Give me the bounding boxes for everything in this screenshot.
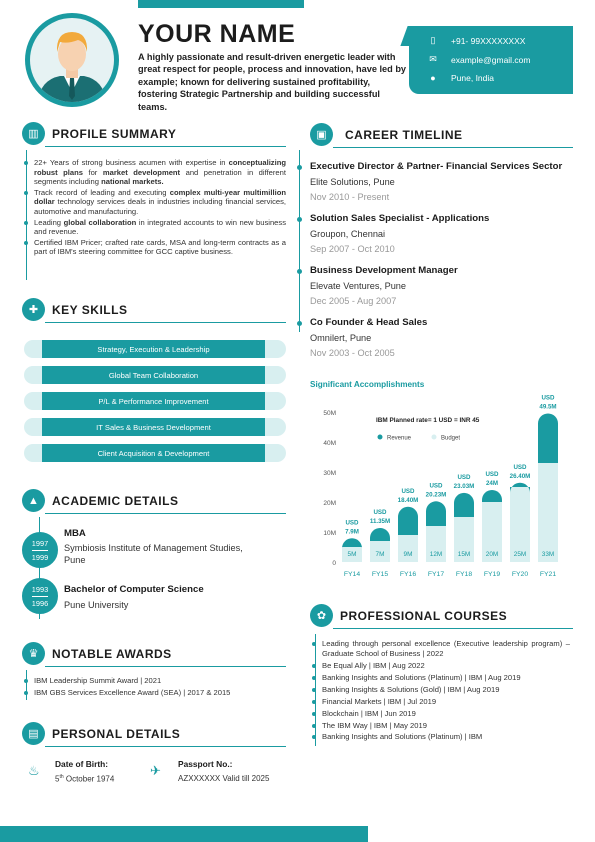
degree-school: Pune University — [64, 600, 129, 610]
profile-summary-heading — [22, 122, 176, 145]
revenue-value-label: 18.40M — [397, 496, 419, 504]
y-tick-label: 10M — [323, 530, 336, 537]
passport-value: AZXXXXXX Valid till 2025 — [178, 774, 270, 783]
section-title: PERSONAL DETAILS — [52, 726, 181, 741]
academic-heading — [22, 489, 178, 512]
divider — [45, 513, 286, 514]
dob-value — [55, 774, 114, 784]
revenue-value-label: 49.5M — [539, 403, 557, 411]
divider — [333, 147, 573, 148]
skill-label: Client Acquisition & Development — [42, 444, 265, 462]
revenue-value-label: 26.40M — [509, 472, 531, 480]
chart-note: IBM Planned rate= 1 USD = INR 45 — [376, 417, 480, 424]
year-from: 1993 — [31, 584, 49, 594]
award-item: IBM Leadership Summit Award | 2021 — [22, 676, 286, 686]
legend-budget-swatch — [432, 435, 437, 440]
profile-summary-list — [22, 158, 286, 258]
skill-label: Strategy, Execution & Leadership — [42, 340, 265, 358]
job-title: Business Development Manager — [310, 265, 458, 276]
revenue-value-label: 7.9M — [345, 528, 359, 536]
dob-label: Date of Birth: — [55, 759, 109, 769]
year-to: 1999 — [31, 552, 49, 562]
x-tick-label: FY15 — [371, 571, 389, 578]
x-tick-label: FY16 — [399, 571, 417, 578]
y-tick-label: 20M — [323, 500, 336, 507]
location-icon: ● — [430, 73, 436, 83]
divider — [45, 322, 286, 323]
dob-suffix: th — [59, 774, 64, 780]
section-title: ACADEMIC DETAILS — [52, 493, 179, 508]
revenue-value-label: 24M — [485, 480, 499, 487]
chart-icon: ▥ — [22, 122, 45, 145]
divider — [45, 666, 286, 667]
budget-value-label: 33M — [541, 551, 555, 558]
top-accent-bar — [138, 0, 304, 8]
email-text: example@gmail.com — [451, 54, 531, 65]
budget-value-label: 12M — [429, 551, 443, 558]
skill-label: P/L & Performance Improvement — [42, 392, 265, 410]
y-tick-label: 0 — [332, 560, 336, 567]
person-icon — [30, 18, 114, 102]
location-text: Pune, India — [451, 73, 495, 83]
degree-school: Symbiosis Institute of Management Studies, Pune — [64, 543, 243, 565]
degree-years — [22, 532, 58, 568]
briefcase-icon: ▣ — [310, 123, 333, 146]
course-item: Blockchain | IBM | Jun 2019 — [310, 709, 570, 719]
revenue-bar — [342, 538, 362, 548]
timeline-line — [299, 150, 300, 332]
degree-title: Bachelor of Computer Science — [64, 584, 204, 595]
section-title: CAREER TIMELINE — [345, 127, 463, 142]
job-title: Co Founder & Head Sales — [310, 317, 428, 328]
x-tick-label: FY17 — [427, 571, 445, 578]
course-item: Be Equal Ally | IBM | Aug 2022 — [310, 661, 570, 671]
contact-email[interactable] — [427, 54, 531, 65]
awards-heading — [22, 642, 172, 665]
job-dates: Dec 2005 - Aug 2007 — [310, 296, 397, 306]
year-to: 1996 — [31, 598, 49, 608]
course-item: Financial Markets | IBM | Jul 2019 — [310, 697, 570, 707]
timeline-dot — [297, 217, 302, 222]
year-from: 1997 — [31, 538, 49, 548]
network-icon: ✿ — [310, 604, 333, 627]
revenue-value-label-unit: USD — [541, 394, 555, 402]
divider — [45, 746, 286, 747]
skill-pill — [24, 418, 286, 436]
y-tick-label: 50M — [323, 410, 336, 417]
passport-label: Passport No.: — [178, 759, 233, 769]
contact-phone[interactable] — [427, 35, 525, 46]
x-tick-label: FY19 — [483, 571, 501, 578]
id-card-icon: ▤ — [22, 722, 45, 745]
tools-icon: ✚ — [22, 298, 45, 321]
skill-pill — [24, 340, 286, 358]
legend-revenue-swatch — [378, 435, 383, 440]
chart-title: Significant Accomplishments — [310, 380, 425, 389]
x-tick-label: FY14 — [343, 571, 361, 578]
revenue-value-label-unit: USD — [345, 519, 359, 527]
full-name: YOUR NAME — [138, 20, 296, 48]
job-company: Groupon, Chennai — [310, 229, 386, 239]
y-tick-label: 30M — [323, 470, 336, 477]
job-dates: Sep 2007 - Oct 2010 — [310, 244, 395, 254]
airplane-icon: ✈ — [150, 763, 161, 778]
dob-day: 5 — [55, 774, 60, 784]
skill-pill — [24, 366, 286, 384]
job-company: Elevate Ventures, Pune — [310, 281, 407, 291]
budget-value-label: 7M — [375, 551, 385, 558]
degree-title: MBA — [64, 528, 86, 539]
revenue-value-label-unit: USD — [373, 508, 387, 516]
legend-revenue-label: Revenue — [387, 435, 412, 442]
divider — [45, 146, 286, 147]
section-title: KEY SKILLS — [52, 302, 128, 317]
courses-list — [310, 639, 570, 744]
skill-pill — [24, 392, 286, 410]
phone-icon: ▯ — [430, 35, 436, 45]
skill-label: Global Team Collaboration — [42, 366, 265, 384]
tagline: A highly passionate and result-driven energetic leader with great respect for people, process and innovation, have led by example; known for delivering sustained profitability, fostering Strategic Partnership and building successful teams. — [138, 52, 407, 112]
cake-icon: ♨ — [28, 763, 40, 778]
section-title: PROFILE SUMMARY — [52, 126, 177, 141]
job-title: Executive Director & Partner- Financial Services Sector — [310, 161, 563, 172]
y-tick-label: 40M — [323, 440, 336, 447]
key-skills-heading — [22, 298, 127, 321]
budget-value-label: 20M — [485, 551, 499, 558]
awards-list — [22, 676, 286, 699]
divider — [333, 628, 573, 629]
revenue-bar — [538, 414, 558, 464]
budget-value-label: 15M — [457, 551, 471, 558]
skill-label: IT Sales & Business Development — [42, 418, 265, 436]
revenue-value-label: 23.03M — [453, 482, 475, 490]
accomplishments-chart — [310, 392, 575, 584]
phone-text: +91- 99XXXXXXXX — [451, 35, 526, 46]
award-item: IBM GBS Services Excellence Award (SEA) | 2017 & 2015 — [22, 688, 286, 698]
revenue-bar — [482, 490, 502, 502]
bottom-accent-bar — [0, 826, 368, 842]
x-tick-label: FY21 — [539, 571, 557, 578]
job-company: Omnilert, Pune — [310, 333, 372, 343]
personal-heading — [22, 722, 180, 745]
revenue-value-label-unit: USD — [457, 473, 471, 481]
skill-pill — [24, 444, 286, 462]
legend-budget-label: Budget — [441, 435, 461, 442]
budget-value-label: 9M — [403, 551, 413, 558]
budget-value-label: 5M — [347, 551, 357, 558]
section-title: PROFESSIONAL COURSES — [340, 608, 508, 623]
contact-box — [409, 26, 573, 94]
contact-location — [427, 73, 494, 83]
revenue-value-label-unit: USD — [513, 463, 527, 471]
job-dates: Nov 2010 - Present — [310, 192, 390, 202]
courses-heading — [310, 604, 507, 627]
x-tick-label: FY20 — [511, 571, 529, 578]
profile-bullet: Certified IBM Pricer; crafted rate cards, MSA and long-term contracts as a part of IBM's steering committee for GCC captive business. — [22, 238, 286, 257]
dob-month-year: October 1974 — [63, 774, 115, 784]
job-dates: Nov 2003 - Oct 2005 — [310, 348, 395, 358]
budget-value-label: 25M — [513, 551, 527, 558]
avatar — [25, 13, 119, 107]
budget-bar — [538, 463, 558, 562]
revenue-value-label: 11.35M — [369, 517, 391, 525]
degree-years — [22, 578, 58, 614]
revenue-bar — [398, 507, 418, 535]
revenue-bar — [426, 501, 446, 526]
profile-bullet: Track record of leading and executing complex multi-year multimillion dollar technology services deals in industries including financial services, automotive and manufacturing. — [22, 188, 286, 217]
revenue-value-label-unit: USD — [401, 487, 415, 495]
revenue-bar — [454, 493, 474, 517]
course-item: Banking Insights & Solutions (Gold) | IBM | Aug 2019 — [310, 685, 570, 695]
course-item: Leading through personal excellence (Executive leadership program) – Graduate School of Business | 2022 — [310, 639, 570, 658]
job-company: Elite Solutions, Pune — [310, 177, 395, 187]
profile-bullet: 22+ Years of strong business acumen with expertise in conceptualizing robust plans for market development and penetration in different segments including national markets. — [22, 158, 286, 187]
timeline-dot — [297, 321, 302, 326]
graduation-cap-icon: ▲ — [22, 489, 45, 512]
revenue-value-label-unit: USD — [485, 471, 499, 478]
revenue-value-label-unit: USD — [429, 482, 443, 490]
revenue-value-label: 20.23M — [425, 491, 447, 499]
section-title: NOTABLE AWARDS — [52, 646, 172, 661]
job-title: Solution Sales Specialist - Applications — [310, 213, 490, 224]
career-heading — [310, 123, 463, 146]
course-item: Banking Insights and Solutions (Platinum) | IBM — [310, 732, 570, 742]
profile-bullet: Leading global collaboration in integrated accounts to win new business and revenue. — [22, 218, 286, 237]
x-tick-label: FY18 — [455, 571, 473, 578]
course-item: The IBM Way | IBM | May 2019 — [310, 721, 570, 731]
timeline-dot — [297, 269, 302, 274]
trophy-icon: ♛ — [22, 642, 45, 665]
mail-icon: ✉ — [429, 54, 437, 64]
timeline-dot — [297, 165, 302, 170]
revenue-bar — [370, 528, 390, 541]
course-item: Banking Insights and Solutions (Platinum) | IBM | Aug 2019 — [310, 673, 570, 683]
